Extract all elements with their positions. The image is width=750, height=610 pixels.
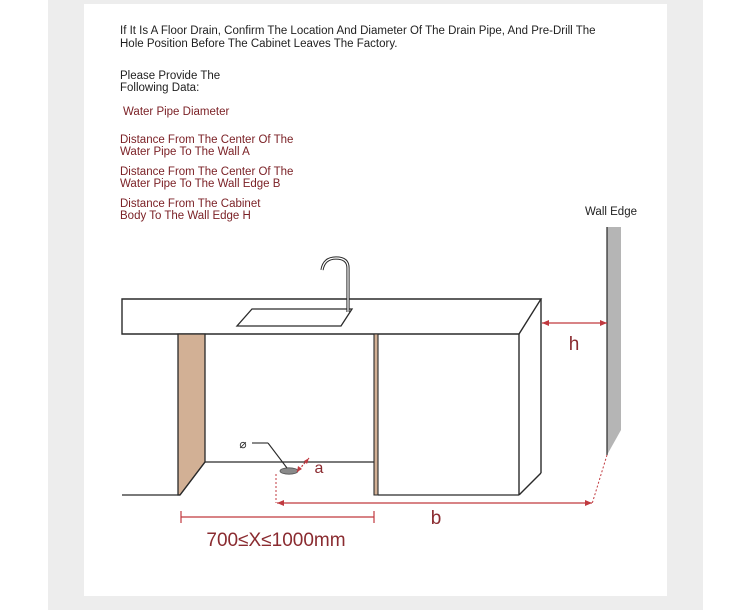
diameter-symbol: ⌀ bbox=[239, 437, 247, 451]
data-item-pipe-diameter: Water Pipe Diameter bbox=[123, 106, 230, 118]
sink-basin bbox=[237, 309, 352, 326]
diameter-leader-diagonal bbox=[268, 443, 287, 468]
dimension-x-range-label: 700≤X≤1000mm bbox=[206, 530, 346, 551]
dimension-b-arrow-end bbox=[585, 500, 592, 506]
dimension-h-arrow-start bbox=[542, 320, 549, 326]
data-item-distance-h: Distance From The Cabinet Body To The Wall Edge H bbox=[120, 198, 261, 222]
cabinet-left-panel bbox=[178, 334, 205, 495]
wall-face bbox=[607, 227, 621, 455]
floor-drain bbox=[280, 468, 298, 474]
dimension-a-label: a bbox=[314, 460, 324, 477]
data-item-distance-a: Distance From The Center Of The Water Pipe To The Wall A bbox=[120, 134, 294, 158]
instruction-line-1: If It Is A Floor Drain, Confirm The Location And Diameter Of The Drain Pipe, And Pre-Drill The bbox=[120, 25, 596, 37]
dimension-b-extension-right bbox=[592, 455, 607, 504]
cabinet-divider-panel bbox=[374, 334, 378, 495]
data-item-distance-b: Distance From The Center Of The Water Pipe To The Wall Edge B bbox=[120, 166, 294, 190]
dimension-a-arrow-start bbox=[297, 466, 302, 472]
dimension-h-label: h bbox=[568, 334, 580, 355]
dimension-b-arrow-start bbox=[277, 500, 284, 506]
wall-edge-label: Wall Edge bbox=[585, 206, 637, 218]
dimension-b-label: b bbox=[430, 508, 442, 529]
instruction-line-2: Hole Position Before The Cabinet Leaves The Factory. bbox=[120, 38, 398, 50]
dimension-h-arrow-end bbox=[600, 320, 607, 326]
cabinet-bottom-side-edge bbox=[519, 473, 541, 495]
data-request-intro: Please Provide The Following Data: bbox=[120, 70, 221, 94]
